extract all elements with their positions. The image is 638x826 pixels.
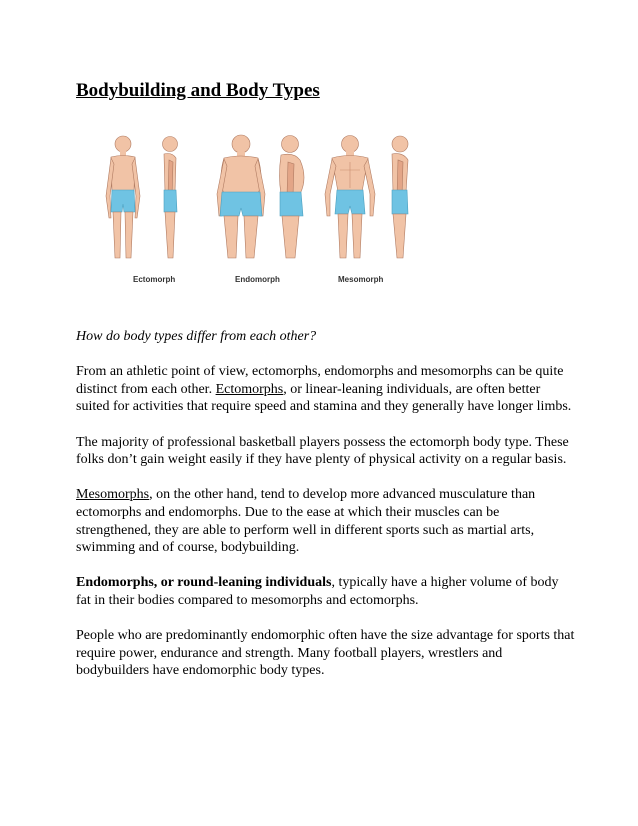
paragraph-2: The majority of professional basketball players possess the ectomorph body type. These folks don’t gain weight easily if they have plenty of physical activity on a regular basis. — [76, 434, 569, 468]
mesomorph-side-figure — [392, 136, 408, 258]
paragraph-1 — [76, 363, 576, 416]
paragraph-3 — [76, 486, 576, 556]
body-types-illustration — [98, 130, 458, 290]
ectomorph-side-figure — [163, 137, 178, 259]
endomorphs-bold-phrase: Endomorphs, or round-leaning individuals — [76, 575, 332, 591]
figure-label-mesomorph: Mesomorph — [338, 275, 384, 284]
document-title: Bodybuilding and Body Types — [76, 80, 320, 101]
document-body — [76, 328, 576, 697]
ectomorphs-link[interactable]: Ectomorphs — [215, 381, 284, 397]
body-types-figure — [98, 130, 458, 290]
mesomorph-front-figure — [325, 136, 375, 259]
paragraph-3-text: , on the other hand, tend to develop more advanced musculature than ectomorphs and endomorphs. Due to the ease at which their muscles can be strengthened, they are able to perform well in different sports such as martial arts, swimming and of course, bodybuilding. — [76, 487, 536, 556]
paragraph-1-text-b: , or linear-leaning individuals, are often better suited for activities that require speed and stamina and they generally have longer limbs. — [76, 381, 572, 415]
section-question: How do body types differ from each other? — [76, 329, 317, 344]
paragraph-4-text: , typically have a higher volume of body fat in their bodies compared to mesomorphs and ectomorphs. — [76, 575, 559, 608]
paragraph-1-text-a: From an athletic point of view, ectomorphs, endomorphs and mesomorphs can be quite distinct from each other. — [76, 364, 564, 397]
endomorph-side-figure — [280, 136, 305, 259]
endomorph-front-figure — [217, 135, 265, 258]
paragraph-4 — [76, 574, 576, 609]
paragraph-5: People who are predominantly endomorphic often have the size advantage for sports that require power, endurance and strength. Many football players, wrestlers and bodybuilders have endomorphic body types. — [76, 628, 575, 679]
ectomorph-front-figure — [106, 136, 140, 258]
figure-label-endomorph: Endomorph — [235, 275, 280, 284]
mesomorphs-link[interactable]: Mesomorphs — [76, 487, 150, 503]
figure-label-ectomorph: Ectomorph — [133, 275, 176, 284]
